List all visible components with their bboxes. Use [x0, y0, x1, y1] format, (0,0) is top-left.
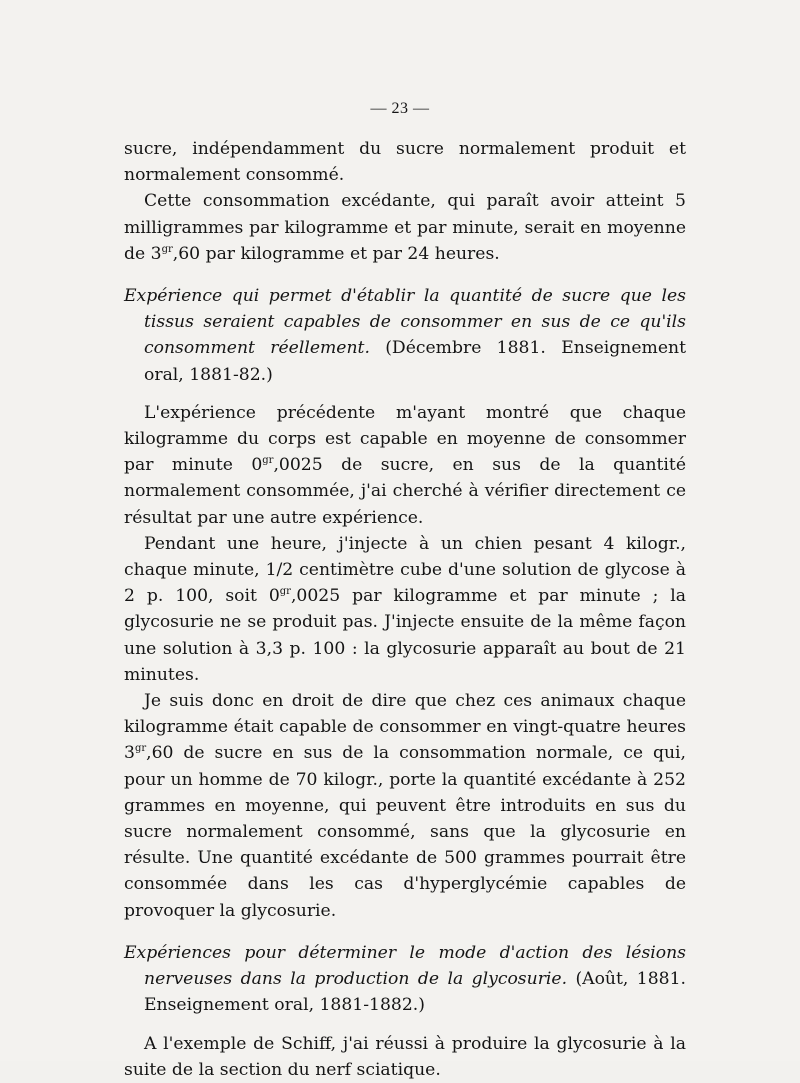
paragraph-consommation-text-before: Cette consommation excédante, qui paraît avoir atteint 5 milligrammes par kilogramme et par minute, serait en moyenne de 3 [124, 191, 686, 264]
paragraph-schiff-text: A l'exemple de Schiff, j'ai réussi à produire la glycosurie à la suite de la section du nerf sciatique. [124, 1033, 686, 1080]
section-heading-1-rest: (Décembre 1881. Enseignement oral, 1881-82.) [144, 338, 686, 385]
unit-superscript: gr [161, 243, 173, 255]
section-heading-2 [124, 940, 686, 1019]
page-number: — 23 — [370, 100, 430, 117]
paragraph-experience [124, 400, 686, 531]
paragraph-injection-text-before: Pendant une heure, j'injecte à un chien pesant 4 kilogr., chaque minute, 1/2 centimètre cube d'une solution de glycose à 2 p. 100, soit 0 [124, 533, 686, 607]
paragraph-experience-text-after: ,0025 de sucre, en sus de la quantité normalement consommée, j'ai cherché à vérifier directement ce résultat par une autre expérience. [124, 455, 686, 528]
paragraph-injection-text-after: ,0025 par kilogramme et par minute ; la glycosurie ne se produit pas. J'injecte ensuite de la même façon une solution à 3,3 p. 100 : la glycosurie apparaît au bout de 21 minutes. [124, 586, 687, 685]
body-text [124, 136, 686, 1083]
paragraph-conclusion-text-after: ,60 de sucre en sus de la consommation normale, ce qui, pour un homme de 70 kilogr., porte la quantité excédante à 252 grammes en moyenne, qui peuvent être introduits en sus du sucre normalement consommé, sans que la glycosurie en résulte. Une quantité excédante de 500 grammes pourrait être consommée dans les cas d'hyperglycémie capables de provoquer la glycosurie. [124, 743, 686, 921]
paragraph-intro [124, 136, 686, 188]
paragraph-injection [124, 531, 686, 688]
paragraph-conclusion-text-before: Je suis donc en droit de dire que chez ces animaux chaque kilogramme était capable de consommer en vingt-quatre heures 3 [124, 691, 686, 764]
section-heading-1 [124, 283, 686, 388]
paragraph-intro-text: sucre, indépendamment du sucre normalement produit et normalement consommé. [124, 139, 686, 186]
paragraph-schiff [124, 1031, 686, 1083]
paragraph-conclusion [124, 688, 686, 924]
paragraph-consommation-text-after: ,60 par kilogramme et par 24 heures. [172, 243, 500, 264]
unit-superscript: gr [279, 586, 291, 598]
unit-superscript: gr [134, 743, 147, 755]
paragraph-experience-text-before: L'expérience précédente m'ayant montré que chaque kilogramme du corps est capable en moyenne de consommer par minute 0 [124, 402, 686, 476]
section-heading-2-italic: Expériences pour déterminer le mode d'action des lésions nerveuses dans la production de la glycosurie. [124, 942, 686, 990]
paragraph-consommation [124, 188, 686, 267]
section-heading-1-italic: Expérience qui permet d'établir la quantité de sucre que les tissus seraient capables de consommer en sus de ce qu'ils consomment réellement. [124, 286, 686, 359]
section-heading-2-rest: (Août, 1881. Enseignement oral, 1881-1882.) [144, 969, 686, 1016]
unit-superscript: gr [262, 455, 274, 467]
